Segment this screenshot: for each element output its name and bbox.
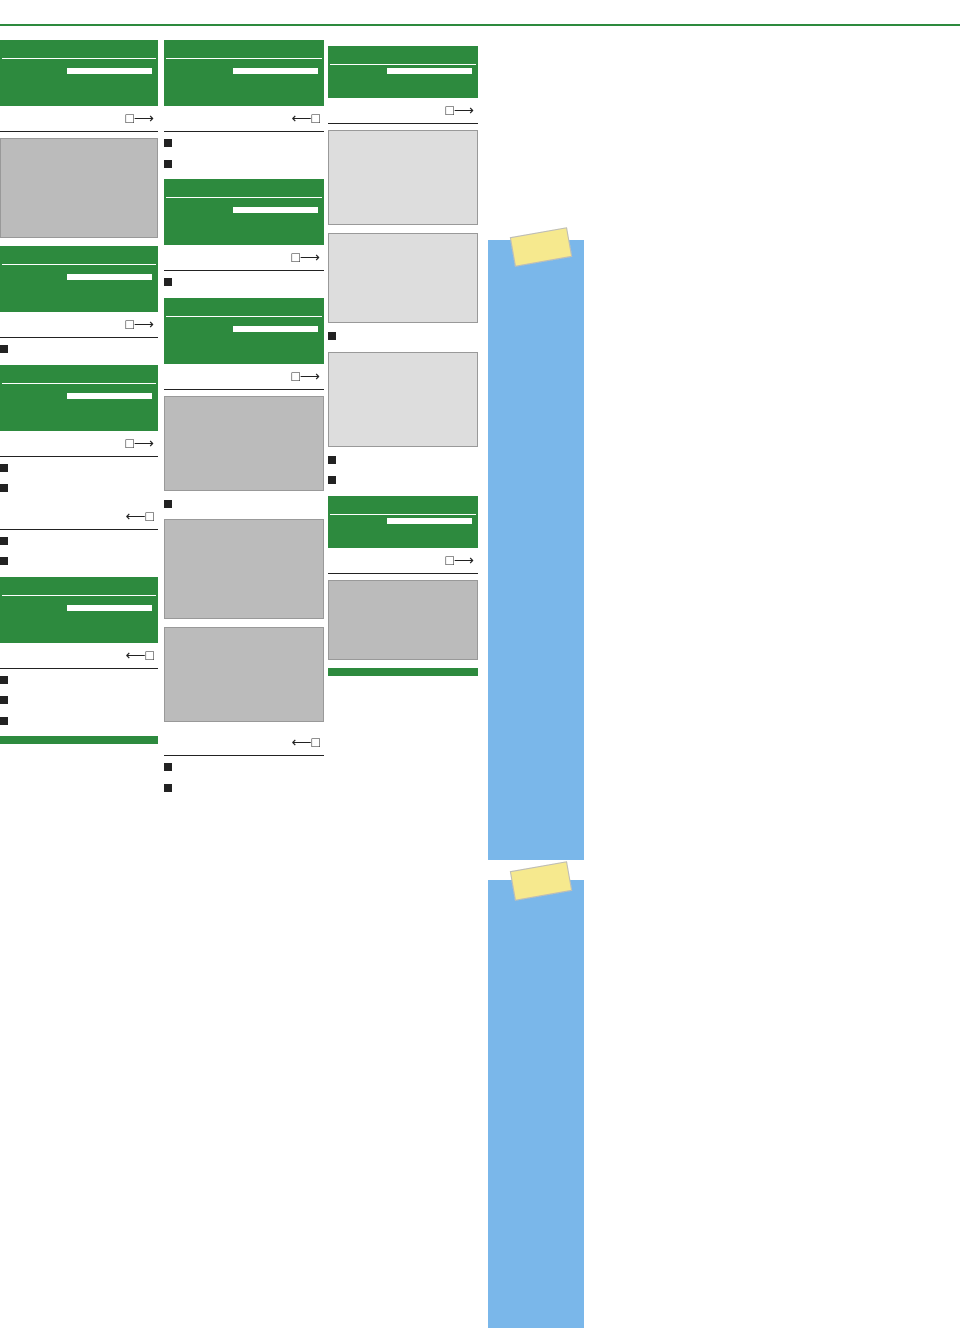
ad-text xyxy=(328,475,478,488)
photo-chess-tournament xyxy=(164,627,324,722)
ad-text xyxy=(0,716,158,729)
offer-bar xyxy=(0,106,158,132)
rubric-209 xyxy=(164,298,324,364)
rubric-183 xyxy=(0,40,158,106)
rubric-subcategory xyxy=(233,326,318,332)
arrow-left-icon: ⟵□ xyxy=(125,507,154,524)
rubric-subcategory xyxy=(387,68,472,74)
ad-text xyxy=(0,344,158,357)
date-strip-1 xyxy=(488,240,584,860)
ad-text xyxy=(0,463,158,476)
murphy-note xyxy=(0,736,158,744)
rubric-subcategory xyxy=(67,393,152,399)
rubric-subcategory xyxy=(67,605,152,611)
ad-text xyxy=(164,783,324,796)
ad-text xyxy=(0,675,158,688)
date-strip-2 xyxy=(488,880,584,1328)
photo-dj-controller xyxy=(0,138,158,238)
photo-chess-travel xyxy=(164,396,324,491)
ad-text xyxy=(0,483,158,496)
arrow-right-icon: □⟶ xyxy=(445,102,474,119)
rubric-191 xyxy=(0,365,158,431)
rubric-subcategory xyxy=(67,274,152,280)
column-3 xyxy=(328,40,478,676)
ad-text xyxy=(164,159,324,172)
offer-bar xyxy=(0,312,158,338)
arrow-right-icon: □⟶ xyxy=(291,367,320,384)
ad-text xyxy=(164,499,324,512)
ad-text xyxy=(164,762,324,775)
stalo-banner xyxy=(488,40,960,240)
ad-text xyxy=(0,556,158,569)
rubric-215 xyxy=(328,496,478,548)
offer-bar xyxy=(328,98,478,124)
arrow-right-icon: □⟶ xyxy=(125,110,154,127)
ad-text xyxy=(0,695,158,708)
arrow-right-icon: □⟶ xyxy=(291,249,320,266)
rubric-203 xyxy=(164,40,324,106)
ad-text xyxy=(328,331,478,344)
search-bar xyxy=(164,730,324,756)
rubric-subcategory xyxy=(233,207,318,213)
arrow-left-icon: ⟵□ xyxy=(125,646,154,663)
ad-text xyxy=(164,138,324,151)
search-bar xyxy=(0,504,158,530)
photo-rotoped xyxy=(328,352,478,447)
stalo-se-dnes xyxy=(488,40,960,1328)
murphy-note xyxy=(328,668,478,676)
offer-bar xyxy=(328,548,478,574)
arrow-right-icon: □⟶ xyxy=(125,434,154,451)
photo-chess-magnetic xyxy=(164,519,324,619)
photo-football-boots xyxy=(328,580,478,660)
column-1 xyxy=(0,40,158,744)
offer-bar xyxy=(164,245,324,271)
rubric-201 xyxy=(0,577,158,643)
ad-text xyxy=(0,536,158,549)
photo-gym-machine xyxy=(328,233,478,323)
arrow-left-icon: ⟵□ xyxy=(291,734,320,751)
offer-bar xyxy=(164,364,324,390)
search-bar xyxy=(164,106,324,132)
offer-bar xyxy=(0,431,158,457)
rubric-205 xyxy=(164,179,324,245)
column-2 xyxy=(164,40,324,803)
photo-exercise-bike xyxy=(328,130,478,225)
ad-text xyxy=(164,277,324,290)
arrow-right-icon: □⟶ xyxy=(445,551,474,568)
rubric-subcategory xyxy=(67,68,152,74)
rubric-211 xyxy=(328,46,478,98)
ad-text xyxy=(328,455,478,468)
search-bar xyxy=(0,643,158,669)
rubric-subcategory xyxy=(387,518,472,524)
rubric-subcategory xyxy=(233,68,318,74)
page-header xyxy=(0,0,960,26)
arrow-left-icon: ⟵□ xyxy=(291,110,320,127)
rubric-189 xyxy=(0,246,158,312)
arrow-right-icon: □⟶ xyxy=(125,316,154,333)
